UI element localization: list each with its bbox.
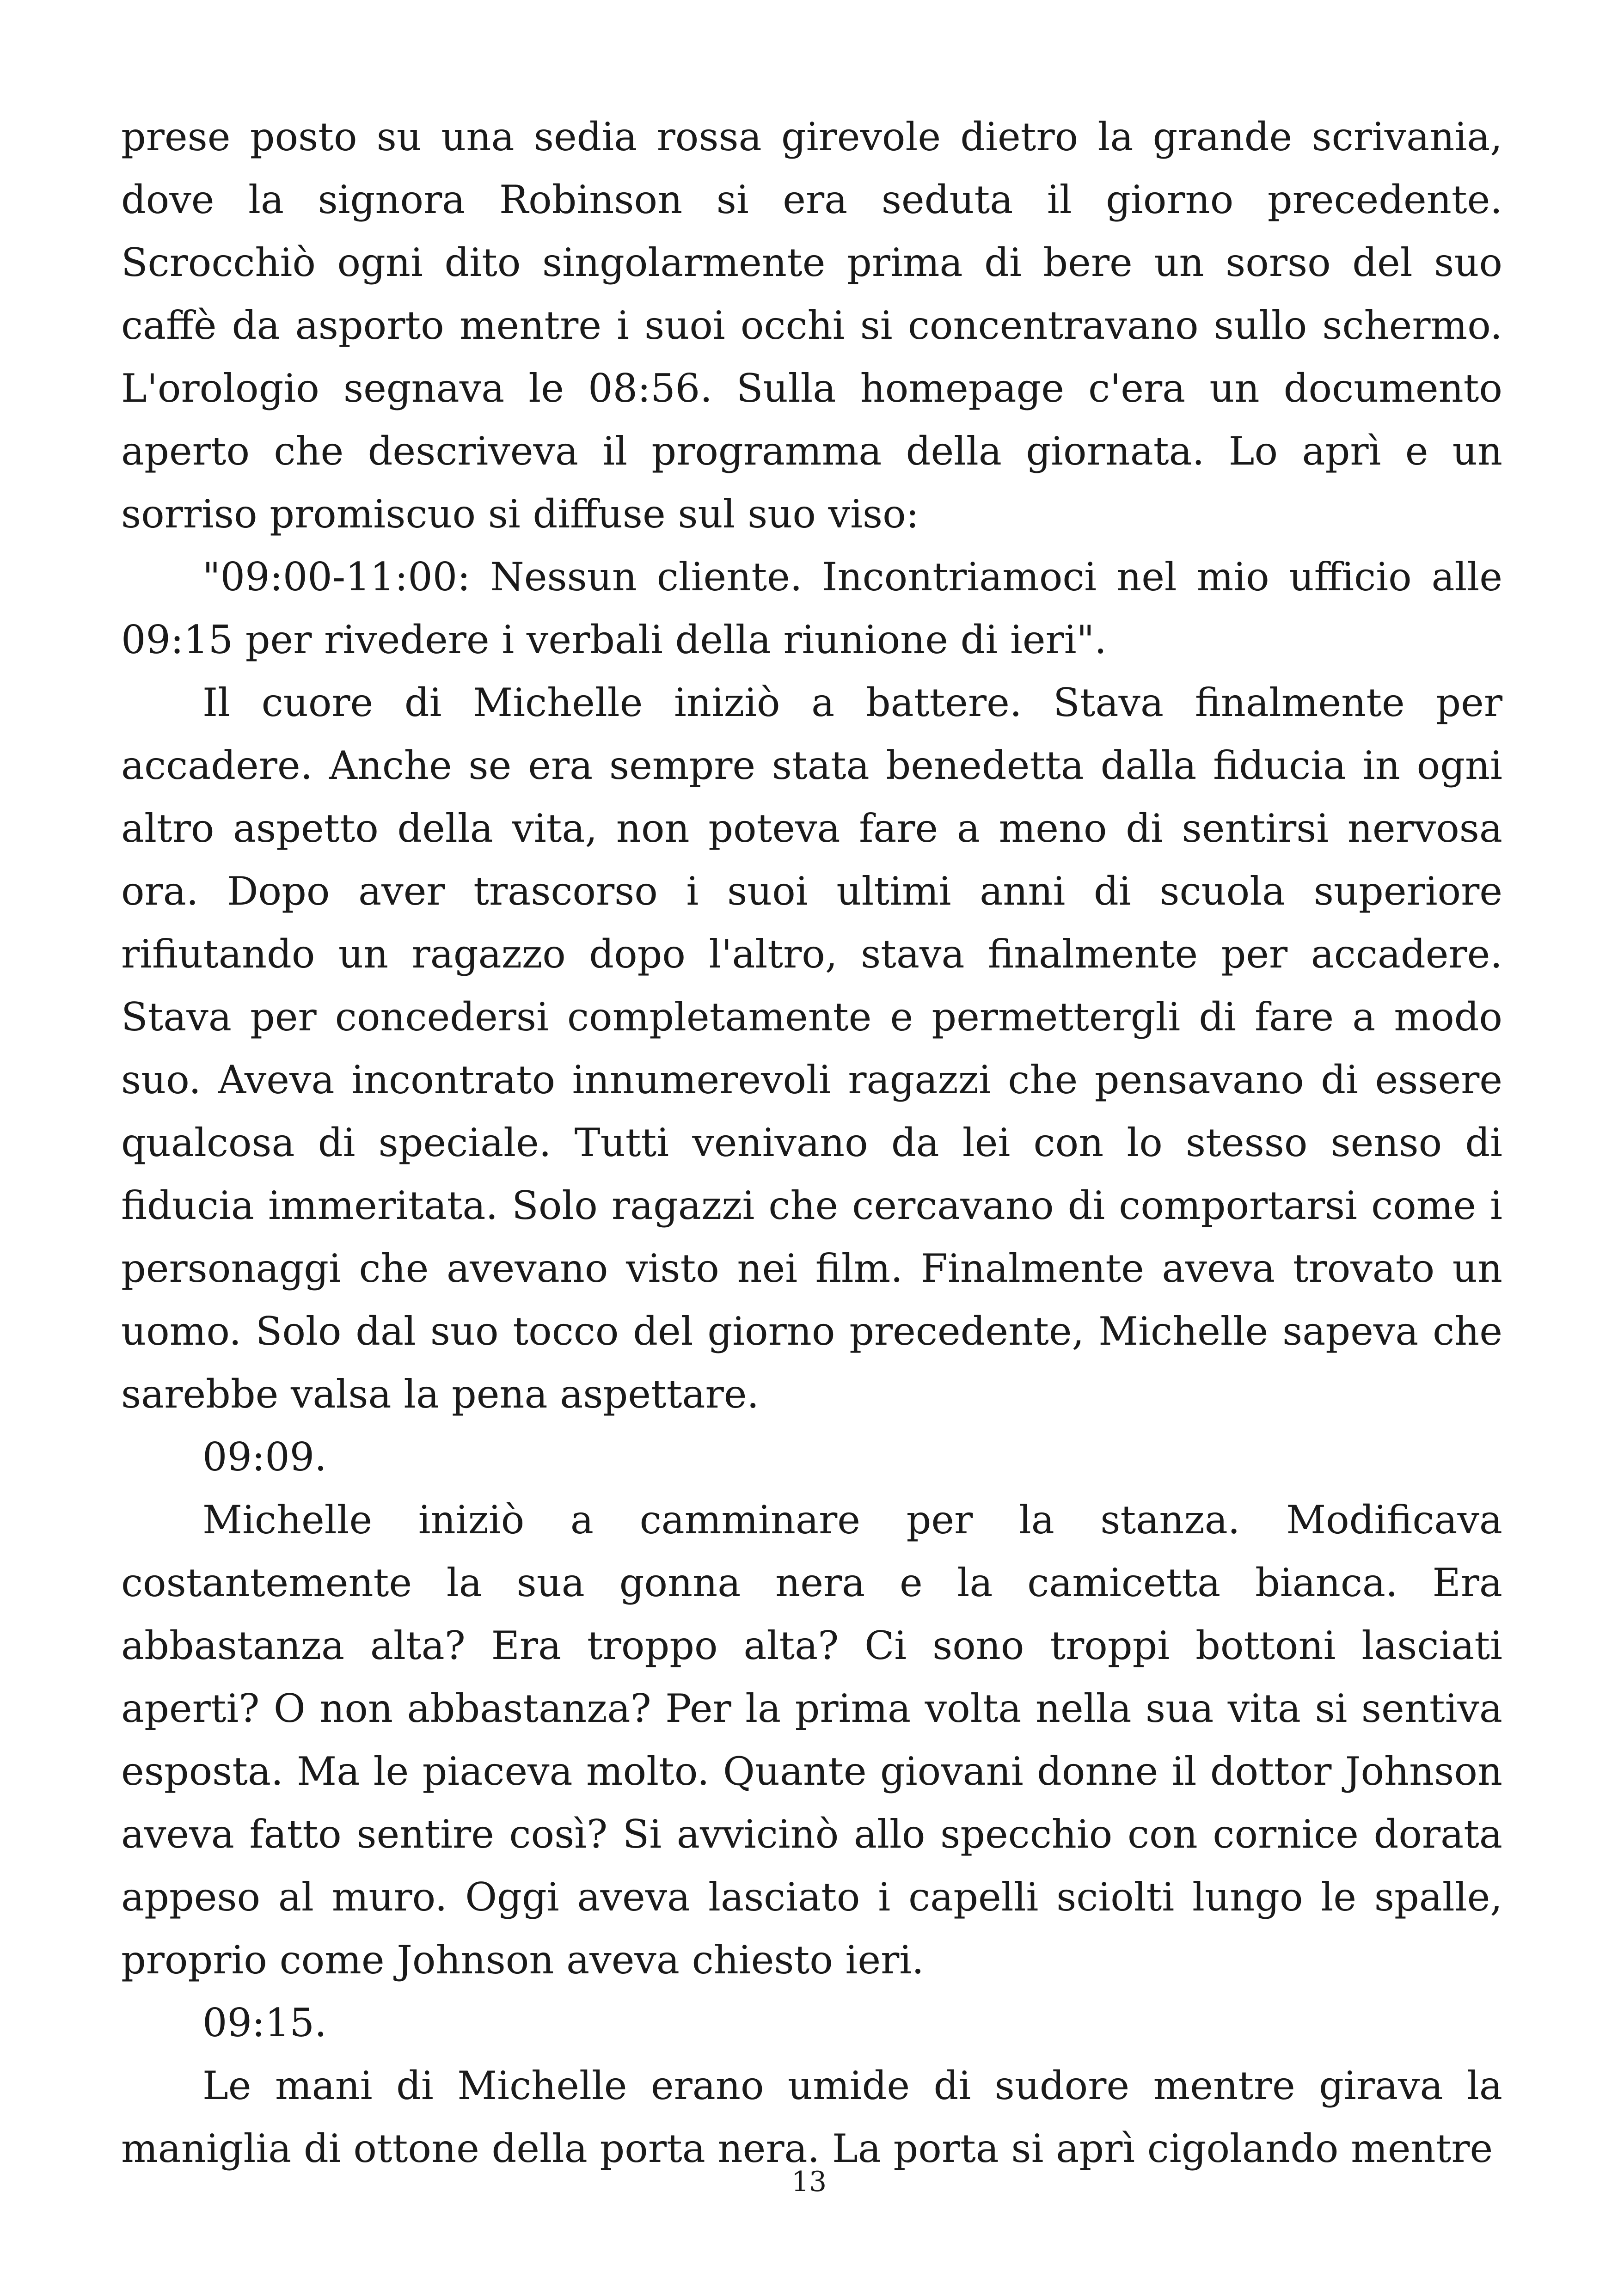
time-marker-0915: 09:15. (202, 2000, 327, 2045)
body-text (121, 105, 1502, 2180)
paragraph-1: prese posto su una sedia rossa girevole dietro la grande scrivania, dove la signora Robinson si era seduta il giorno precedente. Scrocchiò ogni dito singolarmente prima di bere un sorso del suo caffè da asporto mentre i suoi occhi si concentravano sullo schermo. L'orologio segnava le 08:56. Sulla homepage c'era un documento aperto che descriveva il programma della giornata. Lo aprì e un sorriso promiscuo si diffuse sul suo viso: (121, 114, 1502, 537)
paragraph-5: Michelle iniziò a camminare per la stanza. Modificava costantemente la sua gonna nera e la camicetta bianca. Era abbastanza alta? Era troppo alta? Ci sono troppi bottoni lasciati aperti? O non abbastanza? Per la prima volta nella sua vita si sentiva esposta. Ma le piaceva molto. Quante giovani donne il dottor Johnson aveva fatto sentire così? Si avvicinò allo specchio con cornice dorata appeso al muro. Oggi aveva lasciato i capelli sciolti lungo le spalle, proprio come Johnson aveva chiesto ieri. (121, 1497, 1502, 1983)
paragraph-7: Le mani di Michelle erano umide di sudore mentre girava la maniglia di ottone della porta nera. La porta si aprì cigolando mentre (121, 2063, 1502, 2171)
paragraph-3: Il cuore di Michelle iniziò a battere. Stava finalmente per accadere. Anche se era sempre stata benedetta dalla fiducia in ogni altro aspetto della vita, non poteva fare a meno di sentirsi nervosa ora. Dopo aver trascorso i suoi ultimi anni di scuola superiore rifiutando un ragazzo dopo l'altro, stava finalmente per accadere. Stava per concedersi completamente e permettergli di fare a modo suo. Aveva incontrato innumerevoli ragazzi che pensavano di essere qualcosa di speciale. Tutti venivano da lei con lo stesso senso di fiducia immeritata. Solo ragazzi che cercavano di comportarsi come i personaggi che avevano visto nei film. Finalmente aveva trovato un uomo. Solo dal suo tocco del giorno precedente, Michelle sapeva che sarebbe valsa la pena aspettare. (121, 680, 1502, 1417)
paragraph-2: "09:00-11:00: Nessun cliente. Incontriamoci nel mio ufficio alle 09:15 per rivedere i verbali della riunione di ieri". (121, 554, 1502, 662)
time-marker-0909: 09:09. (202, 1434, 327, 1480)
page-number: 13 (791, 2166, 827, 2198)
